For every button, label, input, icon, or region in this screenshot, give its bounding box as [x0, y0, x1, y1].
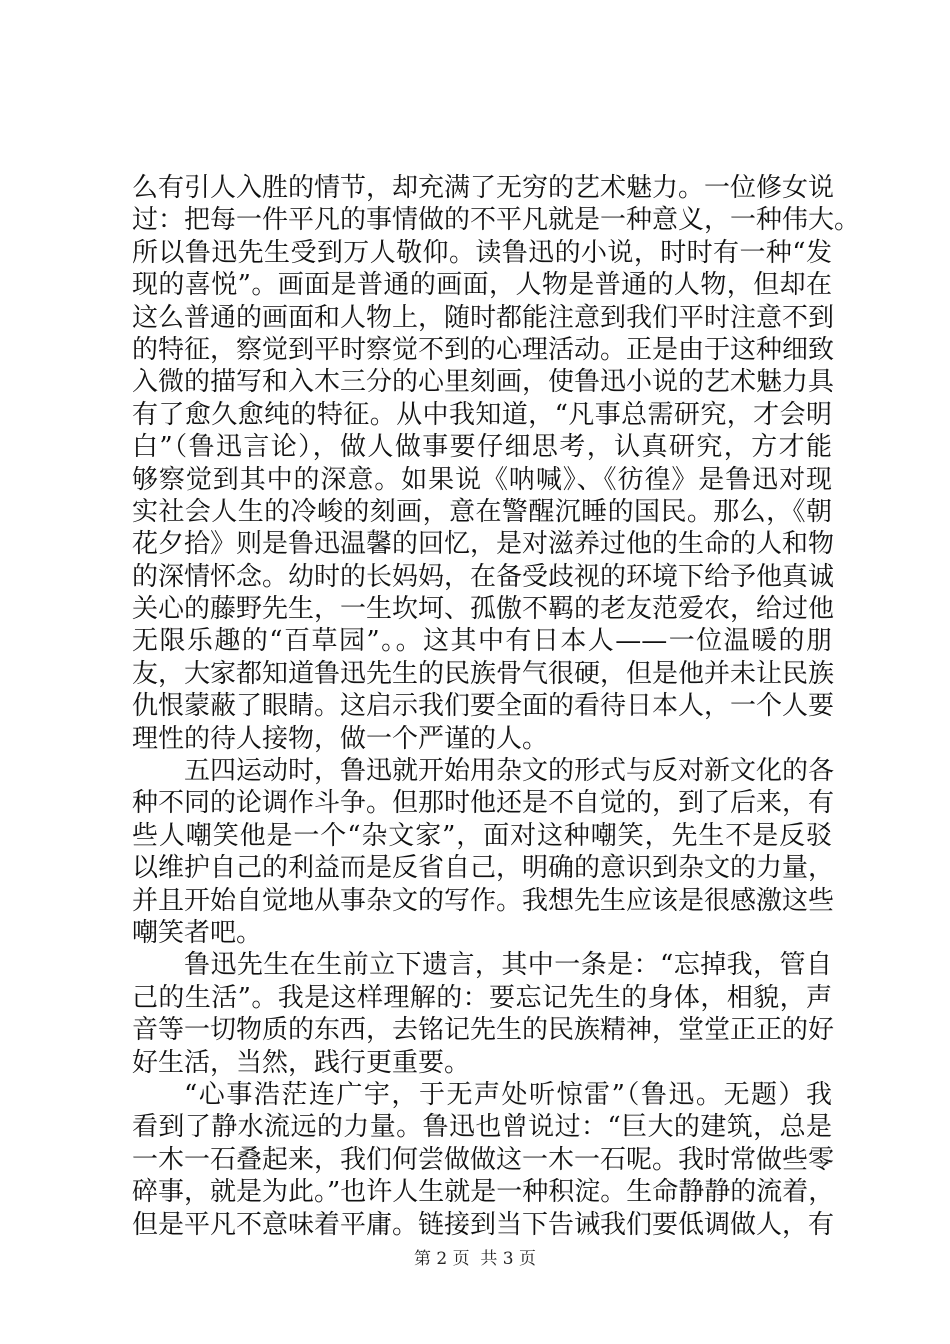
text-line: 仇恨蒙蔽了眼睛。这启示我们要全面的看待日本人，一个人要	[132, 691, 835, 722]
text-line: 这么普通的画面和人物上，随时都能注意到我们平时注意不到	[132, 302, 835, 333]
text-line: 嘲笑者吧。	[132, 917, 263, 948]
text-line: 友，大家都知道鲁迅先生的民族骨气很硬，但是他并未让民族	[132, 658, 835, 689]
text-line: “心事浩茫连广宇，于无声处听惊雷”（鲁迅。无题）我	[184, 1079, 832, 1110]
text-line: 的深情怀念。幼时的长妈妈，在备受歧视的环境下给予他真诚	[132, 561, 835, 592]
text-line: 己的生活”。我是这样理解的：要忘记先生的身体，相貌，声	[132, 982, 832, 1013]
text-line: 一木一石叠起来，我们何尝做做这一木一石呢。我时常做些零	[132, 1144, 835, 1175]
text-line: 白”（鲁迅言论），做人做事要仔细思考，认真研究，方才能	[132, 432, 832, 463]
text-line: 过：把每一件平凡的事情做的不平凡就是一种意义，一种伟大。	[132, 205, 861, 236]
text-line: 无限乐趣的“百草园”。。这其中有日本人——一位温暖的朋	[132, 626, 832, 657]
text-line: 有了愈久愈纯的特征。从中我知道，“凡事总需研究，才会明	[132, 399, 832, 430]
text-line: 所以鲁迅先生受到万人敬仰。读鲁迅的小说，时时有一种“发	[132, 237, 832, 268]
text-line: 理性的待人接物，做一个严谨的人。	[132, 723, 549, 754]
text-line: 的特征，察觉到平时察觉不到的心理活动。正是由于这种细致	[132, 334, 835, 365]
text-line: 音等一切物质的东西，去铭记先生的民族精神，堂堂正正的好	[132, 1015, 835, 1046]
body-text	[132, 172, 861, 1241]
page-footer: 第 2 页 共 3 页	[413, 1249, 537, 1269]
text-line: 并且开始自觉地从事杂文的写作。我想先生应该是很感激这些	[132, 885, 835, 916]
text-line: 但是平凡不意味着平庸。链接到当下告诫我们要低调做人，有	[132, 1209, 835, 1240]
text-line: 关心的藤野先生，一生坎坷、孤傲不羁的老友范爱农，给过他	[132, 594, 835, 625]
text-line: 现的喜悦”。画面是普通的画面，人物是普通的人物，但却在	[132, 270, 832, 301]
text-line: 好生活，当然，践行更重要。	[132, 1047, 471, 1078]
text-line: 种不同的论调作斗争。但那时他还是不自觉的，到了后来，有	[132, 788, 835, 819]
text-line: 花夕拾》则是鲁迅温馨的回忆，是对滋养过他的生命的人和物	[132, 529, 835, 560]
text-line: 入微的描写和入木三分的心里刻画，使鲁迅小说的艺术魅力具	[132, 367, 835, 398]
text-line: 看到了静水流远的力量。鲁迅也曾说过：“巨大的建筑，总是	[132, 1112, 832, 1143]
text-line: 鲁迅先生在生前立下遗言，其中一条是：“忘掉我，管自	[184, 950, 832, 981]
text-line: 么有引人入胜的情节，却充满了无穷的艺术魅力。一位修女说	[132, 173, 835, 203]
text-line: 五四运动时，鲁迅就开始用杂文的形式与反对新文化的各	[184, 756, 835, 787]
text-line: 些人嘲笑他是一个“杂文家”，面对这种嘲笑，先生不是反驳	[132, 820, 832, 851]
text-line: 实社会人生的冷峻的刻画，意在警醒沉睡的国民。那么，《朝	[132, 496, 832, 527]
text-line: 以维护自己的利益而是反省自己，明确的意识到杂文的力量，	[132, 853, 835, 884]
text-line: 碎事，就是为此。”也许人生就是一种积淀。生命静静的流着，	[132, 1177, 835, 1208]
text-line: 够察觉到其中的深意。如果说《呐喊》、《彷徨》是鲁迅对现	[132, 464, 832, 495]
